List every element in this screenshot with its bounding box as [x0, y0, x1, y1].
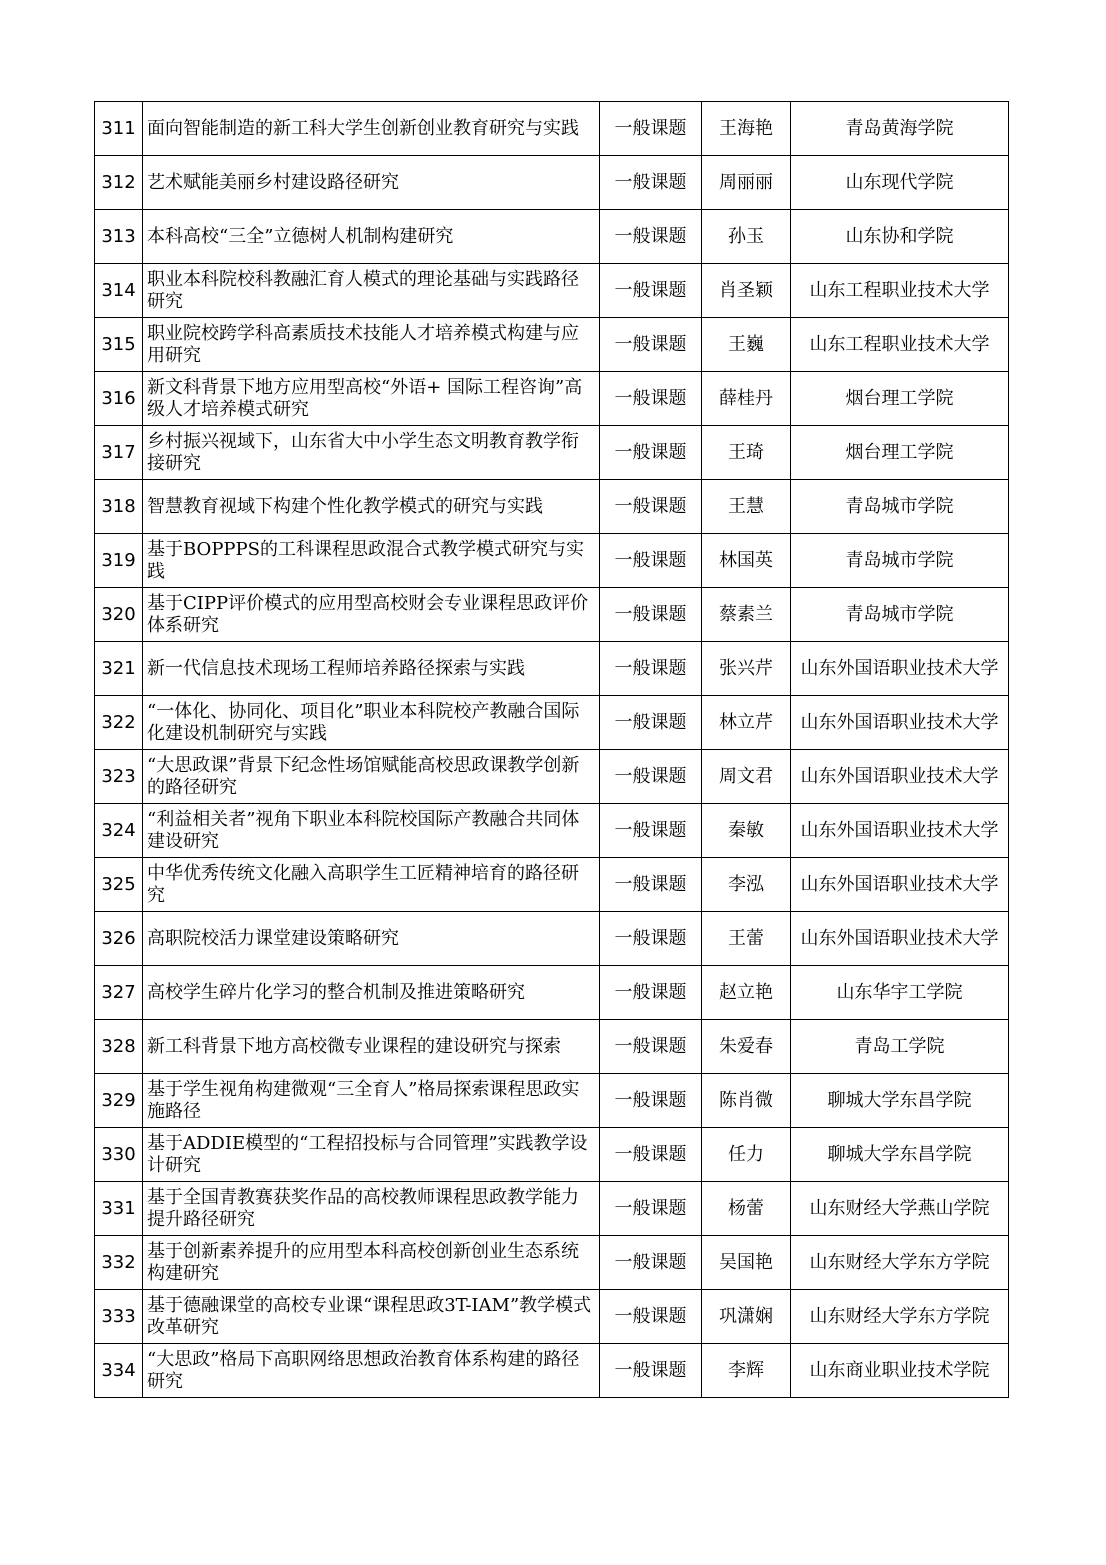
- lead-researcher-cell: 林立芹: [702, 696, 791, 750]
- institution-cell: 聊城大学东昌学院: [791, 1128, 1009, 1182]
- institution-cell: 山东商业职业技术学院: [791, 1344, 1009, 1398]
- project-type-cell: 一般课题: [600, 804, 702, 858]
- project-title-cell: 面向智能制造的新工科大学生创新创业教育研究与实践: [143, 102, 600, 156]
- table-row: [95, 372, 1009, 426]
- row-number-cell: 321: [95, 642, 143, 696]
- row-number-cell: 324: [95, 804, 143, 858]
- table-row: [95, 1074, 1009, 1128]
- project-type-cell: 一般课题: [600, 1128, 702, 1182]
- table-row: [95, 426, 1009, 480]
- project-title-cell: “大思政课”背景下纪念性场馆赋能高校思政课教学创新的路径研究: [143, 750, 600, 804]
- row-number-cell: 314: [95, 264, 143, 318]
- project-title-cell: 基于全国青教赛获奖作品的高校教师课程思政教学能力提升路径研究: [143, 1182, 600, 1236]
- project-title-cell: 智慧教育视域下构建个性化教学模式的研究与实践: [143, 480, 600, 534]
- row-number-cell: 311: [95, 102, 143, 156]
- lead-researcher-cell: 王巍: [702, 318, 791, 372]
- project-type-cell: 一般课题: [600, 1182, 702, 1236]
- project-title-cell: “大思政”格局下高职网络思想政治教育体系构建的路径研究: [143, 1344, 600, 1398]
- institution-cell: 山东财经大学东方学院: [791, 1290, 1009, 1344]
- institution-cell: 青岛工学院: [791, 1020, 1009, 1074]
- project-title-cell: 职业院校跨学科高素质技术技能人才培养模式构建与应用研究: [143, 318, 600, 372]
- project-type-cell: 一般课题: [600, 912, 702, 966]
- institution-cell: 聊城大学东昌学院: [791, 1074, 1009, 1128]
- project-title-cell: 高职院校活力课堂建设策略研究: [143, 912, 600, 966]
- lead-researcher-cell: 赵立艳: [702, 966, 791, 1020]
- institution-cell: 山东外国语职业技术大学: [791, 858, 1009, 912]
- project-title-cell: 艺术赋能美丽乡村建设路径研究: [143, 156, 600, 210]
- institution-cell: 山东外国语职业技术大学: [791, 912, 1009, 966]
- row-number-cell: 323: [95, 750, 143, 804]
- lead-researcher-cell: 周文君: [702, 750, 791, 804]
- institution-cell: 山东财经大学东方学院: [791, 1236, 1009, 1290]
- project-type-cell: 一般课题: [600, 318, 702, 372]
- project-title-cell: 高校学生碎片化学习的整合机制及推进策略研究: [143, 966, 600, 1020]
- project-title-cell: 本科高校“三全”立德树人机制构建研究: [143, 210, 600, 264]
- row-number-cell: 333: [95, 1290, 143, 1344]
- table-row: [95, 156, 1009, 210]
- lead-researcher-cell: 薛桂丹: [702, 372, 791, 426]
- institution-cell: 烟台理工学院: [791, 372, 1009, 426]
- lead-researcher-cell: 周丽丽: [702, 156, 791, 210]
- project-type-cell: 一般课题: [600, 966, 702, 1020]
- row-number-cell: 330: [95, 1128, 143, 1182]
- institution-cell: 青岛城市学院: [791, 588, 1009, 642]
- project-type-cell: 一般课题: [600, 858, 702, 912]
- lead-researcher-cell: 王蕾: [702, 912, 791, 966]
- row-number-cell: 327: [95, 966, 143, 1020]
- lead-researcher-cell: 王海艳: [702, 102, 791, 156]
- lead-researcher-cell: 李泓: [702, 858, 791, 912]
- lead-researcher-cell: 李辉: [702, 1344, 791, 1398]
- project-title-cell: 新工科背景下地方高校微专业课程的建设研究与探索: [143, 1020, 600, 1074]
- project-type-cell: 一般课题: [600, 264, 702, 318]
- project-title-cell: 基于BOPPPS的工科课程思政混合式教学模式研究与实践: [143, 534, 600, 588]
- project-type-cell: 一般课题: [600, 1020, 702, 1074]
- lead-researcher-cell: 孙玉: [702, 210, 791, 264]
- table-row: [95, 966, 1009, 1020]
- row-number-cell: 325: [95, 858, 143, 912]
- row-number-cell: 317: [95, 426, 143, 480]
- row-number-cell: 332: [95, 1236, 143, 1290]
- institution-cell: 青岛城市学院: [791, 480, 1009, 534]
- table-row: [95, 318, 1009, 372]
- table-row: [95, 102, 1009, 156]
- lead-researcher-cell: 蔡素兰: [702, 588, 791, 642]
- project-title-cell: “利益相关者”视角下职业本科院校国际产教融合共同体建设研究: [143, 804, 600, 858]
- project-type-cell: 一般课题: [600, 426, 702, 480]
- project-type-cell: 一般课题: [600, 156, 702, 210]
- project-type-cell: 一般课题: [600, 534, 702, 588]
- project-type-cell: 一般课题: [600, 750, 702, 804]
- row-number-cell: 331: [95, 1182, 143, 1236]
- table-row: [95, 1182, 1009, 1236]
- row-number-cell: 319: [95, 534, 143, 588]
- project-title-cell: 基于ADDIE模型的“工程招投标与合同管理”实践教学设计研究: [143, 1128, 600, 1182]
- project-type-cell: 一般课题: [600, 1344, 702, 1398]
- lead-researcher-cell: 朱爱春: [702, 1020, 791, 1074]
- institution-cell: 烟台理工学院: [791, 426, 1009, 480]
- institution-cell: 山东华宇工学院: [791, 966, 1009, 1020]
- table-row: [95, 264, 1009, 318]
- project-type-cell: 一般课题: [600, 696, 702, 750]
- project-type-cell: 一般课题: [600, 642, 702, 696]
- table-row: [95, 1290, 1009, 1344]
- project-type-cell: 一般课题: [600, 1290, 702, 1344]
- project-title-cell: 职业本科院校科教融汇育人模式的理论基础与实践路径研究: [143, 264, 600, 318]
- institution-cell: 山东外国语职业技术大学: [791, 750, 1009, 804]
- lead-researcher-cell: 杨蕾: [702, 1182, 791, 1236]
- table-row: [95, 912, 1009, 966]
- lead-researcher-cell: 王慧: [702, 480, 791, 534]
- row-number-cell: 320: [95, 588, 143, 642]
- table-row: [95, 750, 1009, 804]
- table-row: [95, 858, 1009, 912]
- project-title-cell: 基于学生视角构建微观“三全育人”格局探索课程思政实施路径: [143, 1074, 600, 1128]
- table-row: [95, 534, 1009, 588]
- project-type-cell: 一般课题: [600, 102, 702, 156]
- project-list-table: [94, 101, 1009, 1398]
- institution-cell: 山东协和学院: [791, 210, 1009, 264]
- table-row: [95, 1236, 1009, 1290]
- row-number-cell: 334: [95, 1344, 143, 1398]
- project-type-cell: 一般课题: [600, 588, 702, 642]
- institution-cell: 山东工程职业技术大学: [791, 318, 1009, 372]
- lead-researcher-cell: 吴国艳: [702, 1236, 791, 1290]
- project-title-cell: 新文科背景下地方应用型高校“外语+ 国际工程咨询”高级人才培养模式研究: [143, 372, 600, 426]
- table-row: [95, 804, 1009, 858]
- lead-researcher-cell: 王琦: [702, 426, 791, 480]
- institution-cell: 山东外国语职业技术大学: [791, 696, 1009, 750]
- row-number-cell: 316: [95, 372, 143, 426]
- project-type-cell: 一般课题: [600, 210, 702, 264]
- row-number-cell: 313: [95, 210, 143, 264]
- institution-cell: 山东外国语职业技术大学: [791, 642, 1009, 696]
- lead-researcher-cell: 巩潇娴: [702, 1290, 791, 1344]
- table-row: [95, 696, 1009, 750]
- lead-researcher-cell: 张兴芹: [702, 642, 791, 696]
- project-type-cell: 一般课题: [600, 480, 702, 534]
- project-title-cell: 基于创新素养提升的应用型本科高校创新创业生态系统构建研究: [143, 1236, 600, 1290]
- lead-researcher-cell: 任力: [702, 1128, 791, 1182]
- institution-cell: 山东现代学院: [791, 156, 1009, 210]
- project-type-cell: 一般课题: [600, 372, 702, 426]
- institution-cell: 山东外国语职业技术大学: [791, 804, 1009, 858]
- institution-cell: 青岛城市学院: [791, 534, 1009, 588]
- table-row: [95, 480, 1009, 534]
- table-row: [95, 588, 1009, 642]
- institution-cell: 山东财经大学燕山学院: [791, 1182, 1009, 1236]
- institution-cell: 青岛黄海学院: [791, 102, 1009, 156]
- lead-researcher-cell: 肖圣颖: [702, 264, 791, 318]
- project-type-cell: 一般课题: [600, 1236, 702, 1290]
- project-title-cell: 基于CIPP评价模式的应用型高校财会专业课程思政评价体系研究: [143, 588, 600, 642]
- row-number-cell: 322: [95, 696, 143, 750]
- table-row: [95, 1128, 1009, 1182]
- table-body: [95, 102, 1009, 1398]
- lead-researcher-cell: 秦敏: [702, 804, 791, 858]
- table-row: [95, 1020, 1009, 1074]
- lead-researcher-cell: 陈肖微: [702, 1074, 791, 1128]
- institution-cell: 山东工程职业技术大学: [791, 264, 1009, 318]
- project-title-cell: 中华优秀传统文化融入高职学生工匠精神培育的路径研究: [143, 858, 600, 912]
- table-row: [95, 210, 1009, 264]
- project-title-cell: 新一代信息技术现场工程师培养路径探索与实践: [143, 642, 600, 696]
- project-title-cell: “一体化、协同化、项目化”职业本科院校产教融合国际化建设机制研究与实践: [143, 696, 600, 750]
- row-number-cell: 328: [95, 1020, 143, 1074]
- row-number-cell: 329: [95, 1074, 143, 1128]
- row-number-cell: 312: [95, 156, 143, 210]
- table-row: [95, 642, 1009, 696]
- lead-researcher-cell: 林国英: [702, 534, 791, 588]
- project-type-cell: 一般课题: [600, 1074, 702, 1128]
- row-number-cell: 318: [95, 480, 143, 534]
- table-row: [95, 1344, 1009, 1398]
- project-title-cell: 基于德融课堂的高校专业课“课程思政3T-IAM”教学模式改革研究: [143, 1290, 600, 1344]
- row-number-cell: 315: [95, 318, 143, 372]
- row-number-cell: 326: [95, 912, 143, 966]
- project-title-cell: 乡村振兴视域下，山东省大中小学生态文明教育教学衔接研究: [143, 426, 600, 480]
